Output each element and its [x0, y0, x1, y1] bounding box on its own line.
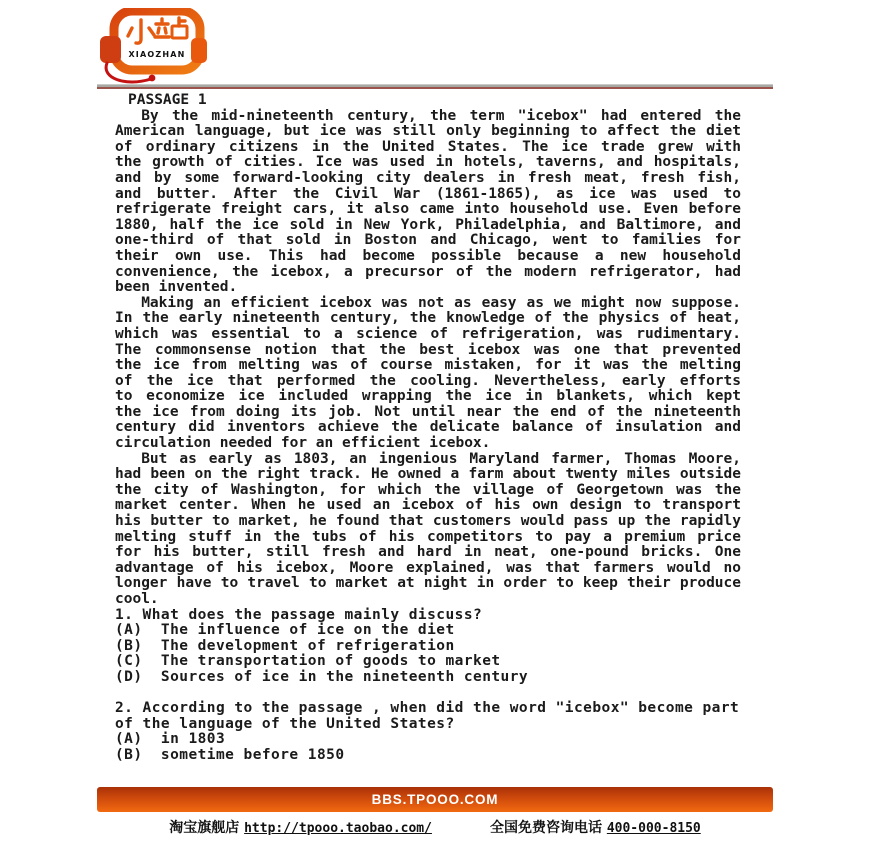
- headband-shape: [114, 11, 200, 70]
- passage-line: one-third of that sold in Boston and Chicago, went to families for: [115, 232, 741, 249]
- passage-line: convenience, the icebox, a precursor of the modern refrigerator, had: [115, 263, 741, 280]
- passage-paragraphs: [115, 109, 741, 608]
- passage-line: In the early nineteenth century, the knowledge of the physics of heat,: [115, 310, 741, 327]
- passage-line: their own use. This had become possible because a new household: [115, 247, 741, 264]
- passage-line: cool.: [115, 591, 159, 607]
- text-line: (A) The influence of ice on the diet: [115, 622, 455, 639]
- question-2-options: [115, 732, 741, 763]
- mic-dot-shape: [149, 75, 156, 82]
- passage-line: his butter to market, he found that customers would pass up the rapidly: [115, 513, 741, 530]
- passage-line: for his butter, still fresh and hard in neat, one-pound bricks. One: [115, 544, 741, 561]
- left-earcup-shape: [100, 36, 121, 63]
- text-line: (B) The development of refrigeration: [115, 637, 455, 654]
- banner-text: BBS.TPOOO.COM: [371, 792, 499, 807]
- text-line: (C) The transportation of goods to market: [115, 653, 501, 670]
- brand-en-text: XIAOZHAN: [128, 50, 186, 59]
- passage-line: American language, but ice was still only beginning to affect the diet: [115, 123, 741, 140]
- passage-line: Making an efficient icebox was not as easy as we might now suppose.: [141, 294, 741, 311]
- question-1-stem: [115, 608, 741, 624]
- passage-line: By the mid-nineteenth century, the term "icebox" had entered the: [141, 107, 741, 124]
- passage-line: been invented.: [115, 279, 238, 296]
- passage-line: the ice from melting was of course mistaken, for it was the melting: [115, 357, 741, 374]
- taobao-store: [169, 817, 432, 837]
- passage-line: advantage of his icebox, Moore explained, was that farmers would no: [115, 559, 741, 576]
- passage-line: of the ice that performed the cooling. Nevertheless, early efforts: [115, 372, 741, 389]
- xiaozhan-logo: [99, 8, 209, 88]
- question-2-stem: [115, 701, 741, 732]
- text-line: (B) sometime before 1850: [115, 746, 345, 763]
- text-line: 2. According to the passage , when did the word "icebox" become part: [115, 700, 740, 717]
- passage-line: had been on the right track. He owned a farm about twenty miles outside: [115, 466, 741, 483]
- passage-line: the growth of cities. Ice was used in hotels, taverns, and hospitals,: [115, 154, 741, 171]
- passage-line: to economize ice included wrapping the ice in blankets, which kept: [115, 388, 741, 405]
- hotline-label: 全国免费咨询电话: [489, 820, 602, 836]
- text-line: (D) Sources of ice in the nineteenth century: [115, 668, 529, 685]
- hotline: [490, 817, 701, 837]
- passage-line: and by some forward-looking city dealers in fresh meat, fresh fish,: [115, 169, 741, 186]
- passage-line: and butter. After the Civil War (1861-1865), as ice was used to: [115, 185, 741, 202]
- question-1-options: [115, 623, 741, 685]
- taobao-label: 淘宝旗舰店: [169, 820, 240, 836]
- question-1: [115, 608, 741, 686]
- passage-title: PASSAGE 1: [128, 92, 207, 108]
- right-earcup-shape: [191, 38, 207, 63]
- question-2: [115, 701, 741, 763]
- footer-contact: [97, 817, 773, 837]
- passage-line: which was essential to a science of refrigeration, was rudimentary.: [115, 325, 741, 342]
- passage-line: of ordinary citizens in the United States. The ice trade grew with: [115, 138, 741, 155]
- passage-line: refrigerate freight cars, it also came into household use. Even before: [115, 201, 741, 218]
- passage-line: century did inventors achieve the delicate balance of insulation and: [115, 419, 741, 436]
- passage-line: the city of Washington, for which the village of Georgetown was the: [115, 481, 741, 498]
- text-line: (A) in 1803: [115, 731, 226, 748]
- questions-section: [115, 608, 741, 764]
- passage-line: 1880, half the ice sold in New York, Philadelphia, and Baltimore, and: [115, 216, 741, 233]
- headset-logo-icon: [99, 8, 209, 88]
- header-divider: [97, 84, 773, 89]
- text-line: 1. What does the passage mainly discuss?: [115, 606, 483, 623]
- passage-line: circulation needed for an efficient icebox.: [115, 435, 491, 452]
- text-line: of the language of the United States?: [115, 715, 455, 732]
- passage-line: market center. When he used an icebox of his own design to transport: [115, 497, 741, 514]
- document-body: [115, 93, 741, 764]
- passage-line: longer have to travel to market at night in order to keep their produce: [115, 575, 741, 592]
- passage-line: the ice from doing its job. Not until near the end of the nineteenth: [115, 403, 741, 420]
- passage-line: melting stuff in the tubs of his competitors to pay a premium price: [115, 528, 741, 545]
- bbs-banner-link[interactable]: [97, 787, 773, 812]
- passage-line: But as early as 1803, an ingenious Maryland farmer, Thomas Moore,: [141, 450, 741, 467]
- taobao-url-link[interactable]: http://tpooo.taobao.com/: [244, 821, 432, 836]
- passage-line: The commonsense notion that the best icebox was one that prevented: [115, 341, 741, 358]
- hotline-number-link[interactable]: 400-000-8150: [606, 821, 701, 836]
